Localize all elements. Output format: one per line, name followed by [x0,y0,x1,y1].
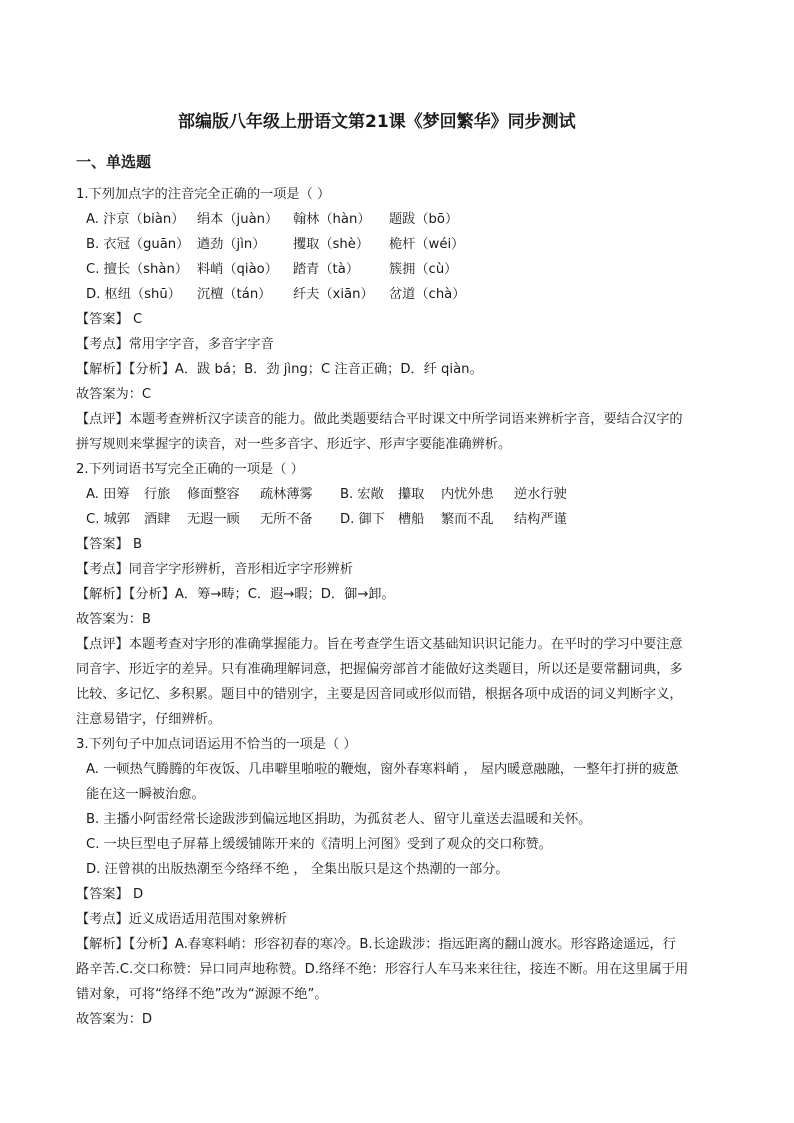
kaodian-text: 常用字字音，多音字字音 [128,337,274,352]
kaodian-label: 【考点】 [76,337,129,352]
answer-value: C [132,312,143,327]
option-item: 繁而不乱 [441,512,494,527]
question-3-answer [76,886,143,904]
option-item: 绢本（juàn） [197,212,279,227]
question-2-kaodian [76,561,353,579]
option-item: 题跋（bō） [389,212,459,227]
kaodian-text: 同音字字形辨析，音形相近字字形辨析 [128,562,353,577]
option-item: 踏青（tà） [293,262,360,277]
question-3-option-a-cont: 能在这一瞬被治愈。 [86,787,205,802]
question-3-option-c: C. 一块巨型电子屏幕上缓缓铺陈开来的《清明上河图》受到了观众的交口称赞。 [86,837,552,852]
question-3-jiexi [76,936,676,954]
option-item: C. 城郭 [86,512,130,527]
option-item: 逆水行驶 [514,487,567,502]
option-item: 修面整容 [187,487,240,502]
question-3-final: 故答案为：D [76,1012,153,1027]
question-2-jiexi [76,586,395,604]
dianping-label: 【点评】 [76,637,129,652]
option-item: 遒劲（jìn） [197,237,266,252]
option-item: 疏林薄雾 [260,487,313,502]
question-3-option-d: D. 汪曾祺的出版热潮至今络绎不绝 ， 全集出版只是这个热潮的一部分。 [86,862,509,877]
question-1-dianping [76,411,683,429]
option-item: B. 衣冠（guān） [86,237,190,252]
jiexi-text: 【分析】A.春寒料峭：形容初春的寒冷。B.长途跋涉：指远距离的翻山渡水。形容路途遥远，行 [128,937,676,952]
option-item: 无所不备 [260,512,313,527]
option-item: D. 枢纽（shū） [86,287,181,302]
section-heading: 一、单选题 [76,153,152,171]
question-3-stem: 3.下列句子中加点词语运用不恰当的一项是（ ） [76,737,357,752]
option-item: 攫取（shè） [293,237,370,252]
question-3-jiexi-cont: 路辛苦.C.交口称赞：异口同声地称赞。D.络绎不绝：形容行人车马来来往往，接连不断。用在这里属于用 [76,962,689,977]
option-item: 内忧外患 [441,487,494,502]
question-2-dianping-cont: 同音字、形近字的差异。只有准确理解词意，把握偏旁部首才能做好这类题目，所以还是要常翻词典，多 [76,662,683,677]
question-3-option-b: B. 主播小阿雷经常长途跋涉到偏远地区捐助，为孤贫老人、留守儿童送去温暖和关怀。 [86,812,592,827]
answer-label: 【答案】 [76,312,129,327]
question-1-option-d [86,286,465,304]
question-2-dianping-cont: 注意易错字，仔细辨析。 [76,712,222,727]
option-item: 酒肆 [144,512,171,527]
question-2-final: 故答案为：B [76,612,151,627]
option-item: D. 御下 [340,512,385,527]
option-item: 簇拥（cù） [389,262,458,277]
question-1-option-b [86,236,464,254]
question-2-answer [76,536,142,554]
option-item: B. 宏敞 [340,487,384,502]
jiexi-label: 【解析】 [76,362,129,377]
jiexi-text: 【分析】A．跋 bá；B．劲 jìng；C 注音正确；D．纤 qiàn。 [128,362,483,377]
kaodian-text: 近义成语适用范围对象辨析 [128,912,287,927]
question-2-dianping [76,636,683,654]
answer-value: D [132,887,144,902]
question-1-stem: 1.下列加点字的注音完全正确的一项是（ ） [76,187,331,202]
jiexi-label: 【解析】 [76,587,129,602]
option-item: 无遐一顾 [187,512,240,527]
option-item: 料峭（qiào） [197,262,278,277]
question-1-kaodian [76,336,274,354]
option-item: 桅杆（wéi） [389,237,465,252]
question-1-jiexi [76,361,483,379]
option-item: 行旅 [144,487,171,502]
question-2-dianping-cont: 比较、多记忆、多积累。题目中的错别字，主要是因音同或形似而错，根据各项中成语的词义判断字义， [76,687,683,702]
question-3-kaodian [76,911,287,929]
option-item: 岔道（chà） [389,287,466,302]
question-2-options-cd [86,511,567,529]
option-item: 结构严谨 [514,512,567,527]
option-item: 沉檀（tán） [197,287,272,302]
option-item: 攥取 [398,487,425,502]
option-item: A. 汴京（biàn） [86,212,185,227]
question-1-option-c [86,261,457,279]
page-title: 部编版八年级上册语文第21课《梦回繁华》同步测试 [178,112,576,132]
question-2-stem: 2.下列词语书写完全正确的一项是（ ） [76,462,304,477]
dianping-label: 【点评】 [76,412,129,427]
option-item: C. 擅长（shàn） [86,262,189,277]
question-3-option-a: A. 一顿热气腾腾的年夜饭、几串噼里啪啦的鞭炮，窗外春寒料峭 ， 屋内暖意融融，一整年打拼的疲惫 [86,762,679,777]
question-2-options-ab [86,486,567,504]
dianping-text: 本题考查对字形的准确掌握能力。旨在考查学生语文基础知识识记能力。在平时的学习中要注意 [128,637,683,652]
question-1-option-a [86,211,458,229]
dianping-text: 本题考查辨析汉字读音的能力。做此类题要结合平时课文中所学词语来辨析字音，要结合汉字的 [128,412,683,427]
option-item: A. 田筹 [86,487,130,502]
option-item: 纤夫（xiān） [293,287,374,302]
answer-value: B [132,537,143,552]
option-item: 槽船 [398,512,425,527]
jiexi-label: 【解析】 [76,937,129,952]
kaodian-label: 【考点】 [76,562,129,577]
answer-label: 【答案】 [76,887,129,902]
option-item: 翰林（hàn） [293,212,371,227]
answer-label: 【答案】 [76,537,129,552]
question-3-jiexi-cont: 错对象，可将“络绎不绝”改为“源源不绝”。 [76,987,328,1002]
question-1-final: 故答案为：C [76,387,152,402]
question-1-dianping-cont: 拼写规则来掌握字的读音，对一些多音字、形近字、形声字要能准确辨析。 [76,437,512,452]
question-1-answer [76,311,142,329]
kaodian-label: 【考点】 [76,912,129,927]
jiexi-text: 【分析】A．筹→畴；C．遐→暇；D．御→卸。 [128,587,395,602]
